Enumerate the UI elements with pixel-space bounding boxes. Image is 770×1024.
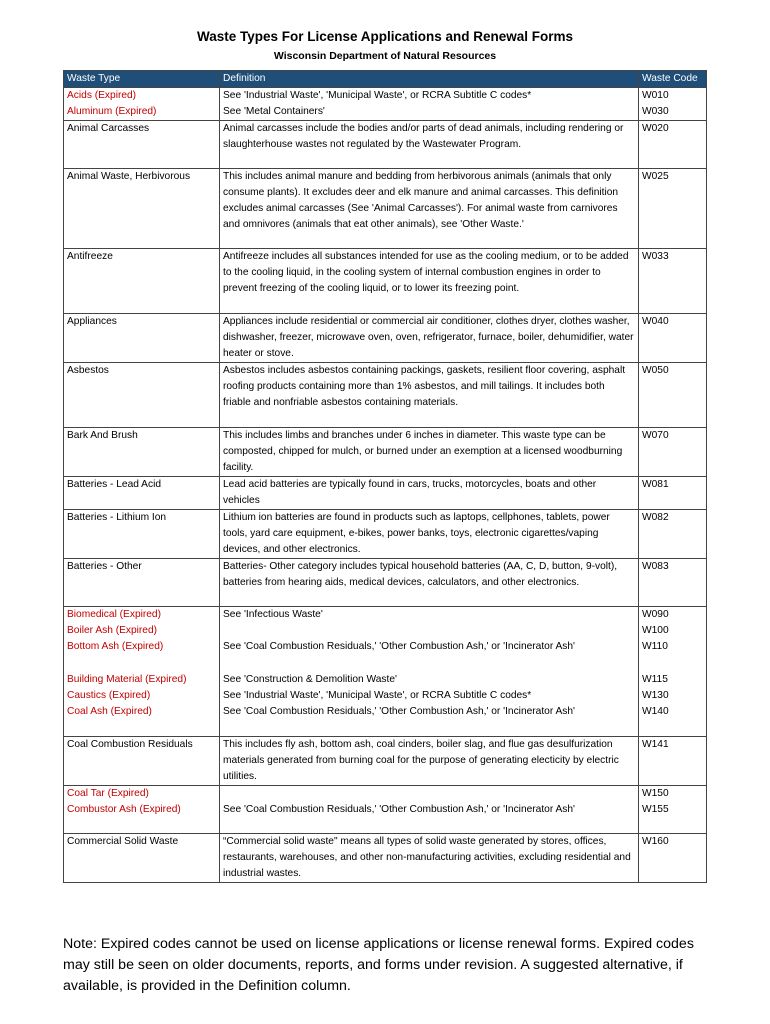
waste-code-cell: W115 bbox=[639, 672, 707, 688]
waste-type-cell: Biomedical (Expired) bbox=[64, 607, 220, 624]
expired-codes-note: Note: Expired codes cannot be used on license applications or license renewal forms. Expired codes may still be seen on older documents, reports, and forms under revision. A suggested alternative, if available, is provided in the Definition column. bbox=[63, 936, 694, 994]
waste-type-cell: Batteries - Lead Acid bbox=[64, 477, 220, 510]
table-row bbox=[64, 688, 707, 704]
definition-cell: This includes animal manure and bedding from herbivorous animals (animals that only consume plants). It excludes deer and elk manure and animal carcasses. This definition excludes animal carcasses (See 'Animal Carcasses'). For animal waste from carnivores and omnivores (animals that eat other animals), see 'Other Waste.' bbox=[220, 169, 639, 249]
definition-cell: Appliances include residential or commercial air conditioner, clothes dryer, clothes washer, dishwasher, freezer, microwave oven, oven, refrigerator, furnace, boiler, dehumidifier, water heater or stove. bbox=[220, 314, 639, 363]
table-row bbox=[64, 559, 707, 607]
table-row bbox=[64, 88, 707, 105]
waste-code-cell: W040 bbox=[639, 314, 707, 363]
waste-code-cell: W130 bbox=[639, 688, 707, 704]
table-row bbox=[64, 704, 707, 736]
definition-cell: See 'Coal Combustion Residuals,' 'Other Combustion Ash,' or 'Incinerator Ash' bbox=[220, 704, 639, 736]
waste-type-cell: Coal Combustion Residuals bbox=[64, 736, 220, 785]
waste-code-cell: W140 bbox=[639, 704, 707, 736]
table-row bbox=[64, 639, 707, 672]
waste-type-cell: Animal Carcasses bbox=[64, 121, 220, 169]
waste-code-cell: W082 bbox=[639, 510, 707, 559]
definition-cell: Asbestos includes asbestos containing packings, gaskets, resilient floor covering, asphalt roofing products containing more than 1% asbestos, and mill tailings. It includes both friable and nonfriable asbestos containing materials. bbox=[220, 363, 639, 428]
header-waste-type: Waste Type bbox=[64, 71, 220, 88]
waste-type-cell: Coal Tar (Expired) bbox=[64, 785, 220, 802]
definition-cell: This includes fly ash, bottom ash, coal cinders, boiler slag, and flue gas desulfurization materials generated from burning coal for the purpose of generating electicity by electric utilities. bbox=[220, 736, 639, 785]
waste-type-cell: Batteries - Lithium Ion bbox=[64, 510, 220, 559]
definition-cell: Animal carcasses include the bodies and/or parts of dead animals, including rendering or slaughterhouse wastes not regulated by the Wastewater Program. bbox=[220, 121, 639, 169]
waste-type-cell: Bottom Ash (Expired) bbox=[64, 639, 220, 672]
header-definition: Definition bbox=[220, 71, 639, 88]
waste-types-table bbox=[63, 70, 707, 883]
waste-code-cell: W070 bbox=[639, 428, 707, 477]
table-row bbox=[64, 169, 707, 249]
table-row bbox=[64, 314, 707, 363]
definition-cell: This includes limbs and branches under 6 inches in diameter. This waste type can be composted, chipped for mulch, or burned under an exemption at a licensed woodburning facility. bbox=[220, 428, 639, 477]
waste-type-cell: Bark And Brush bbox=[64, 428, 220, 477]
waste-type-cell: Coal Ash (Expired) bbox=[64, 704, 220, 736]
definition-cell: See 'Industrial Waste', 'Municipal Waste', or RCRA Subtitle C codes* bbox=[220, 688, 639, 704]
header-waste-code: Waste Code bbox=[639, 71, 707, 88]
waste-type-cell: Building Material (Expired) bbox=[64, 672, 220, 688]
table-header-row bbox=[64, 71, 707, 88]
waste-code-cell: W010 bbox=[639, 88, 707, 105]
table-row bbox=[64, 736, 707, 785]
definition-cell bbox=[220, 785, 639, 802]
waste-code-cell: W083 bbox=[639, 559, 707, 607]
waste-code-cell: W025 bbox=[639, 169, 707, 249]
table-row bbox=[64, 510, 707, 559]
waste-code-cell: W081 bbox=[639, 477, 707, 510]
waste-code-cell: W090 bbox=[639, 607, 707, 624]
table-row bbox=[64, 623, 707, 639]
waste-type-cell: Acids (Expired) bbox=[64, 88, 220, 105]
waste-code-cell: W110 bbox=[639, 639, 707, 672]
definition-cell: See 'Construction & Demolition Waste' bbox=[220, 672, 639, 688]
table-row bbox=[64, 249, 707, 314]
waste-code-cell: W030 bbox=[639, 104, 707, 121]
definition-cell: See 'Infectious Waste' bbox=[220, 607, 639, 624]
definition-cell: See 'Coal Combustion Residuals,' 'Other Combustion Ash,' or 'Incinerator Ash' bbox=[220, 639, 639, 672]
definition-cell: “Commercial solid waste" means all types of solid waste generated by stores, offices, restaurants, warehouses, and other non-manufacturing activities, excluding residential and industrial wastes. bbox=[220, 834, 639, 883]
table-row bbox=[64, 607, 707, 624]
waste-code-cell: W033 bbox=[639, 249, 707, 314]
definition-cell: See 'Coal Combustion Residuals,' 'Other Combustion Ash,' or 'Incinerator Ash' bbox=[220, 802, 639, 834]
waste-code-cell: W150 bbox=[639, 785, 707, 802]
table-body bbox=[64, 88, 707, 883]
table-row bbox=[64, 785, 707, 802]
waste-code-cell: W160 bbox=[639, 834, 707, 883]
waste-code-cell: W141 bbox=[639, 736, 707, 785]
page-title: Waste Types For License Applications and Renewal Forms bbox=[196, 29, 574, 44]
definition-cell bbox=[220, 623, 639, 639]
waste-code-cell: W050 bbox=[639, 363, 707, 428]
table-row bbox=[64, 428, 707, 477]
waste-type-cell: Antifreeze bbox=[64, 249, 220, 314]
waste-type-cell: Aluminum (Expired) bbox=[64, 104, 220, 121]
definition-cell: Antifreeze includes all substances intended for use as the cooling medium, or to be added to the cooling liquid, in the cooling system of internal combustion engines in order to prevent freezing of the cooling liquid, or to lower its freezing point. bbox=[220, 249, 639, 314]
waste-type-cell: Boiler Ash (Expired) bbox=[64, 623, 220, 639]
waste-type-cell: Caustics (Expired) bbox=[64, 688, 220, 704]
waste-type-cell: Combustor Ash (Expired) bbox=[64, 802, 220, 834]
waste-code-cell: W155 bbox=[639, 802, 707, 834]
waste-type-cell: Asbestos bbox=[64, 363, 220, 428]
definition-cell: See 'Industrial Waste', 'Municipal Waste', or RCRA Subtitle C codes* bbox=[220, 88, 639, 105]
table-row bbox=[64, 802, 707, 834]
waste-type-cell: Animal Waste, Herbivorous bbox=[64, 169, 220, 249]
table-row bbox=[64, 104, 707, 121]
table-row bbox=[64, 477, 707, 510]
waste-code-cell: W100 bbox=[639, 623, 707, 639]
page-subtitle: Wisconsin Department of Natural Resources bbox=[273, 50, 497, 62]
definition-cell: See 'Metal Containers' bbox=[220, 104, 639, 121]
waste-type-cell: Commercial Solid Waste bbox=[64, 834, 220, 883]
waste-type-cell: Appliances bbox=[64, 314, 220, 363]
table-row bbox=[64, 121, 707, 169]
definition-cell: Batteries- Other category includes typical household batteries (AA, C, D, button, 9-volt), batteries from hearing aids, medical devices, calculators, and other electronics. bbox=[220, 559, 639, 607]
waste-type-cell: Batteries - Other bbox=[64, 559, 220, 607]
definition-cell: Lithium ion batteries are found in products such as laptops, cellphones, tablets, power tools, yard care equipment, e-bikes, power banks, toys, electronic cigarettes/vaping devices, and other electronics. bbox=[220, 510, 639, 559]
waste-code-cell: W020 bbox=[639, 121, 707, 169]
definition-cell: Lead acid batteries are typically found in cars, trucks, motorcycles, boats and other vehicles bbox=[220, 477, 639, 510]
table-row bbox=[64, 834, 707, 883]
table-row bbox=[64, 672, 707, 688]
table-row bbox=[64, 363, 707, 428]
